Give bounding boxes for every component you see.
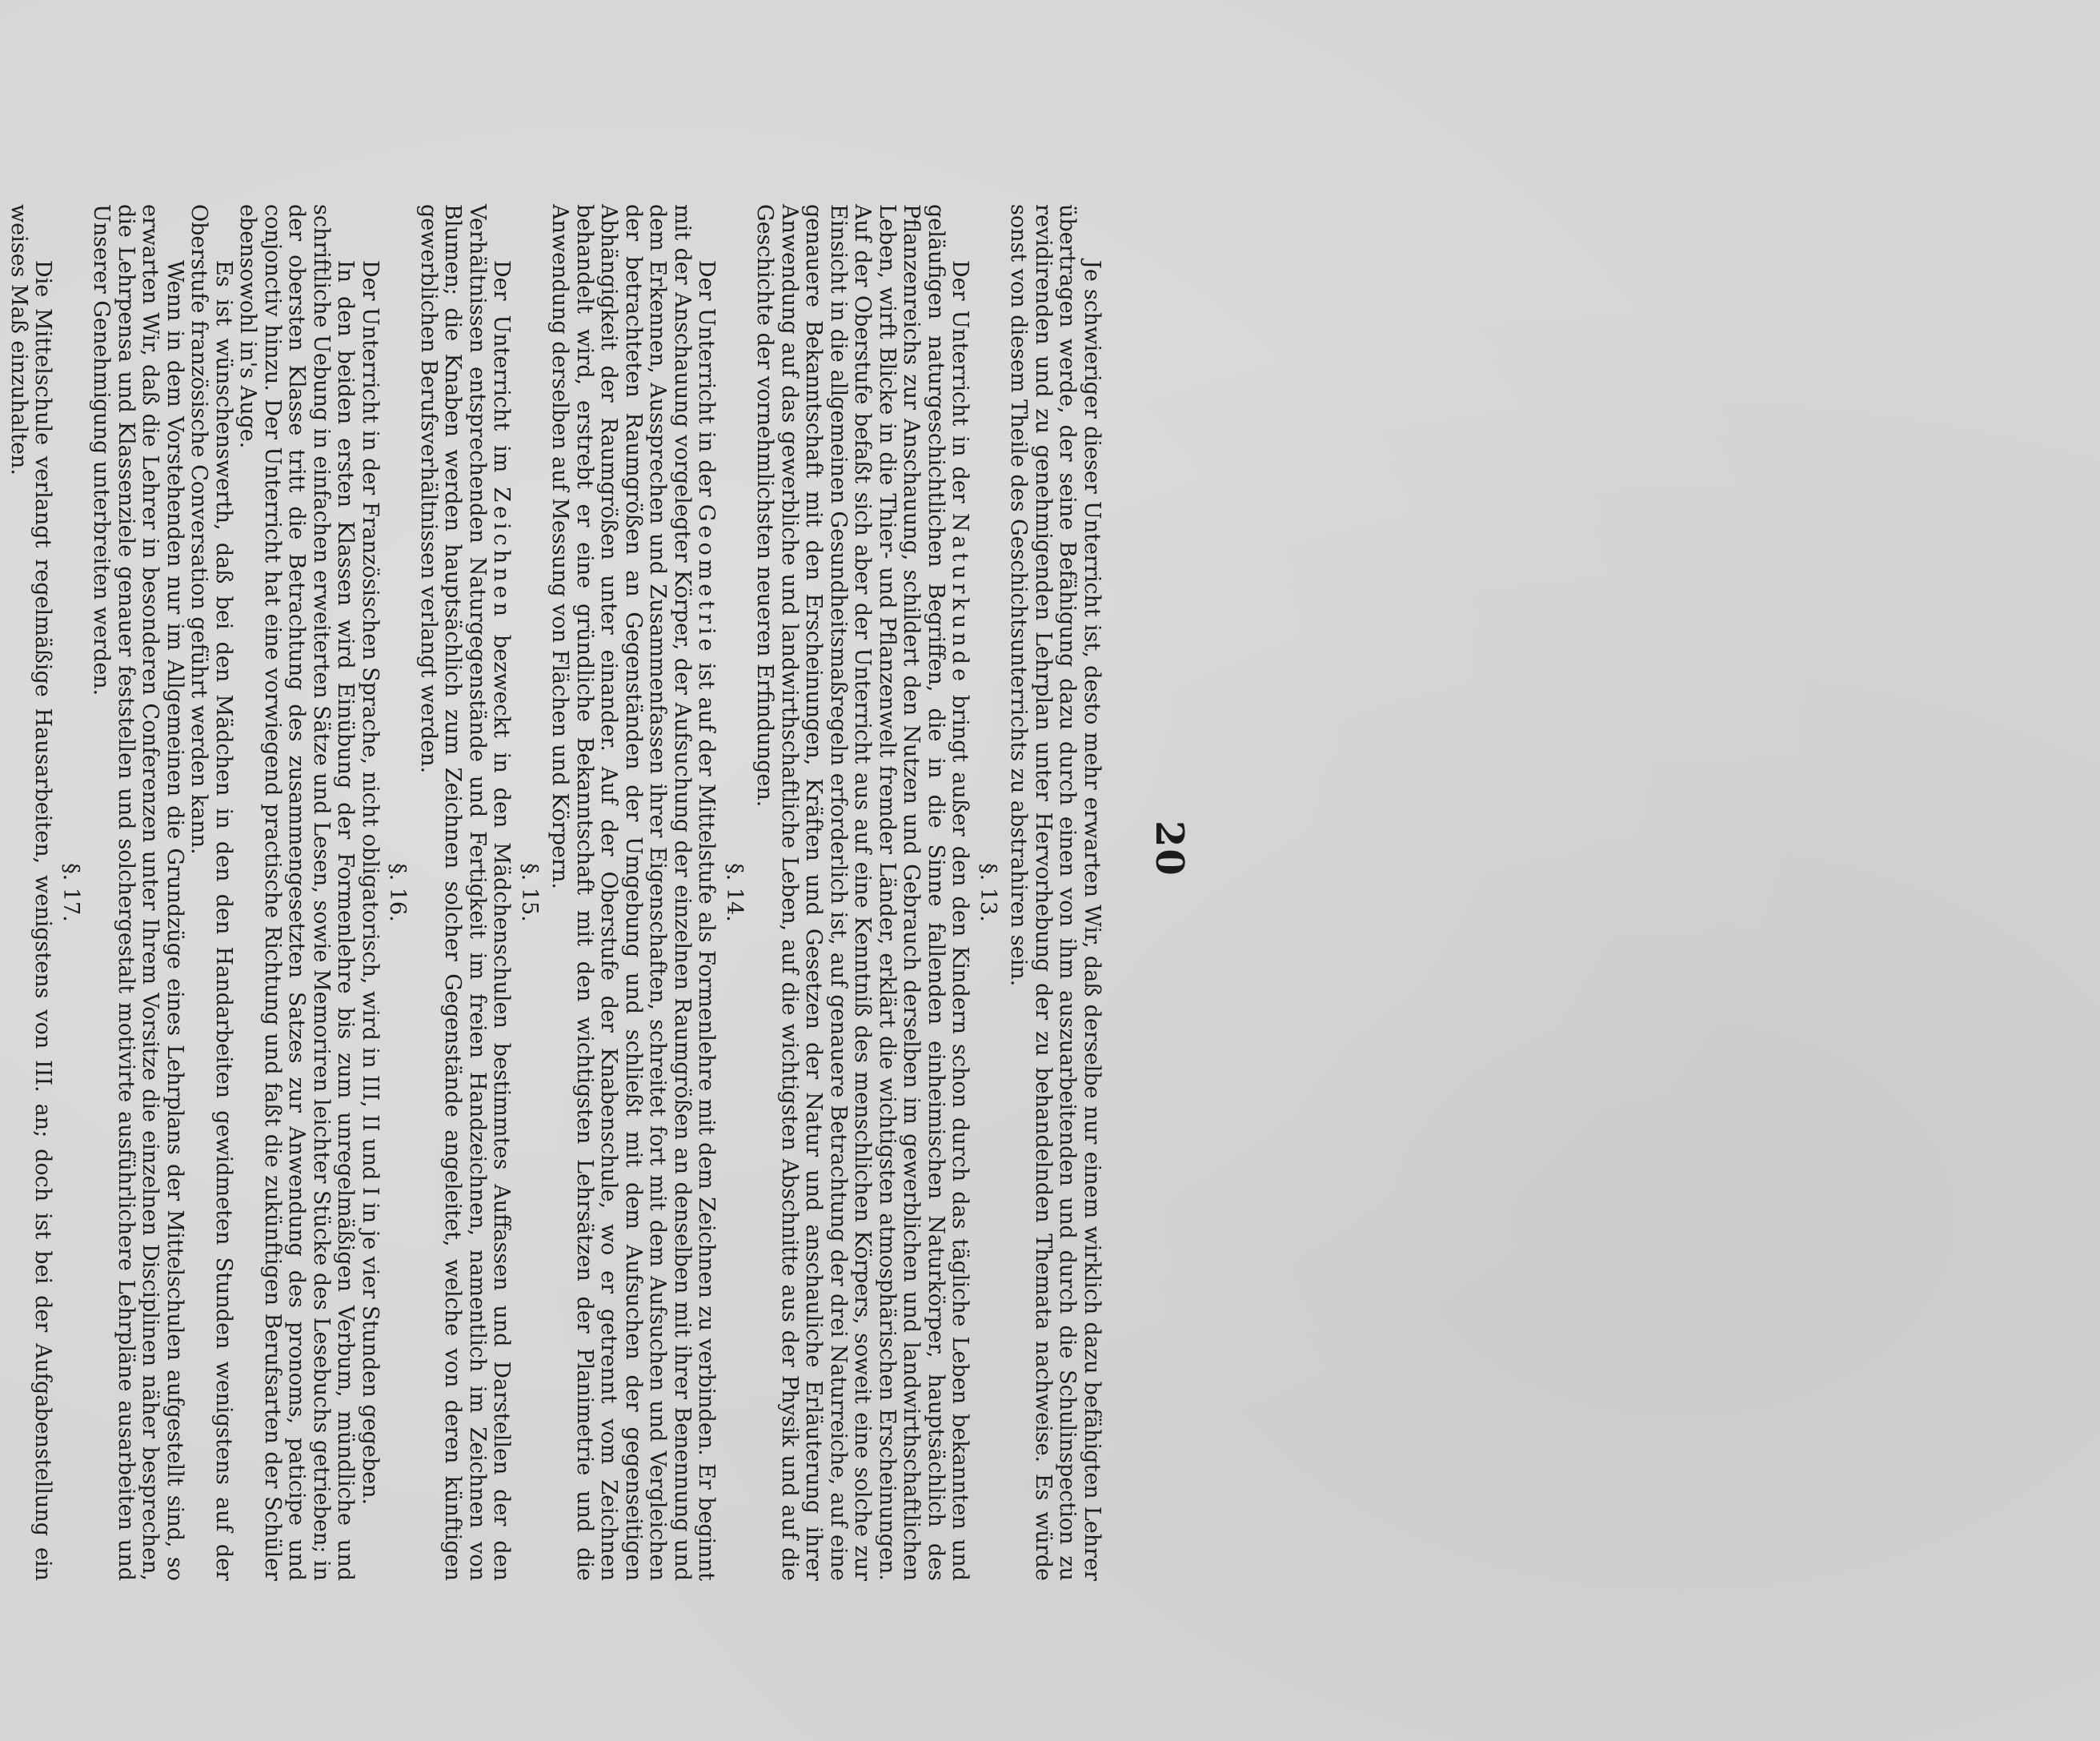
section-16-paragraph-1: Der Unterricht in der Französischen Sprache, nicht obligatorisch, wird in III, II und I in je vier Stunden gegeben. <box>358 260 383 1506</box>
section-14-body: ist auf der Mittelstufe als Formenlehre mit dem Zeichnen zu verbinden. Er beginnt mit der Anschauung vorgelegter Körper, der Aufsuchung der einzelnen Raumgrößen an denselben mit ihrer Benennung und dem Erkennen, Aussprechen und Zusammenfassen ihrer Eigenschaften, schreitet fort mit dem Aufsuchen und Vergleichen der betrachteten Raumgrößen an Gegenständen der Umgebung und schließt mit dem Aufsuchen der gegenseitigen Abhängigkeit der Raumgrößen unter einander. Auf der Oberstufe der Knabenschule, wo er getrennt vom Zeichnen behandelt wird, erstrebt er eine gründliche Bekanntschaft mit den wichtigsten Lehrsätzen der Planimetrie und die Anwendung derselben auf Messung von Flächen und Körpern. <box>547 204 719 1581</box>
intro-paragraph: Je schwieriger dieser Unterricht ist, desto mehr erwarten Wir, daß derselbe nur einem wirklich dazu befähigten Lehrer übertragen werde, der seine Befähigung dazu durch einen von ihm auszuarbeitenden und durch die Schulinspection zu revidirenden und zu genehmigenden Lehrplan unter Hervorhebung der zu behandelnden Themata nachweise. Es würde sonst von diesem Theile des Geschichtsunterrichts zu abstrahiren sein. <box>1006 204 1104 1581</box>
section-14-heading: §. 14. <box>722 863 747 922</box>
section-14-subject: Geometrie <box>694 503 719 656</box>
section-15-body: bezweckt in den Mädchenschulen bestimmtes Auffassen und Darstellen der den Verhältnissen entsprechenden Naturgegenstände und Fertigkeit im freien Handzeichnen, namentlich im Zeichnen von Blumen; die Knaben werden hauptsächlich zum Zeichnen solcher Gegenstände angeleitet, welche von deren künftigen gewerblichen Berufsverhältnissen verlangt werden. <box>416 204 515 1581</box>
section-15-subject: Zeichnen <box>489 487 515 620</box>
page-number: 20 <box>1147 820 1192 877</box>
section-15-lead: Der Unterricht im <box>489 260 515 473</box>
section-14-lead: Der Unterricht in der <box>694 260 719 497</box>
section-13-paragraph <box>752 204 972 1581</box>
section-17-paragraph: Die Mittelschule verlangt regelmäßige Hausarbeiten, wenigstens von III. an; doch ist bei der Aufgabenstellung ein weises Maß einzuhalten. <box>6 204 56 1581</box>
section-13-heading: §. 13. <box>976 863 1000 922</box>
section-16-paragraph-4: Wenn in dem Vorstehenden nur im Allgemeinen die Grundzüge eines Lehrplans der Mittelschulen aufgestellt sind, so erwarten Wir, daß die Lehrer in besonderen Conferenzen unter Ihrem Vorsitze die einzelnen Disciplinen näher besprechen, die Lehrpensa und Klassenziele genauer feststellen und solchergestalt motivirte ausführlichere Lehrpläne ausarbeiten und Unserer Genehmigung unterbreiten werden. <box>89 204 187 1581</box>
section-16-heading: §. 16. <box>385 863 411 922</box>
section-13-lead: Der Unterricht in der <box>948 260 973 503</box>
section-14-paragraph <box>547 204 719 1581</box>
section-13-subject: Naturkunde <box>948 512 973 685</box>
section-16-paragraph-2: In den beiden ersten Klassen wird Einübung der Formenlehre bis zum unregelmäßigen Verbum, mündliche und schriftliche Uebung in einfachen erweiterten Sätze und Lesen, sowie Memoriren leichter Stücke des Lesebuchs getrieben; in der obersten Klasse tritt die Betrachtung des zusammengesetzten Satzes zur Anwendung des pronoms, paticipe und conjonctiv hinzu. Der Unterricht hat eine vorwiegend practische Richtung und faßt die zukünftigen Berufsarten der Schüler ebensowohl in's Auge. <box>235 204 359 1581</box>
section-16-paragraph-3: Es ist wünschenswerth, daß bei den Mädchen in den den Handarbeiten gewidmeten Stunden wenigstens auf der Oberstufe französische Conversation geführt werden kann. <box>186 204 236 1581</box>
page-text <box>0 204 1104 1581</box>
section-13-body: bringt außer den den Kindern schon durch das tägliche Leben bekannten und geläufigen naturgeschichtlichen Begriffen, die in die Sinne fallenden einheimischen Naturkörper, hauptsächlich des Pflanzenreichs zur Anschauung, schildert den Nutzen und Gebrauch derselben im gewerblichen und landwirthschaftlichen Leben, wirft Blicke in die Thier- und Pflanzenwelt fremder Länder, erklärt die wichtigsten atmosphärischen Erscheinungen. Auf der Oberstufe befaßt sich aber der Unterricht aus auf eine Kenntniß des menschlichen Körpers, soweit eine solche zur Einsicht in die allgemeinen Gesundheitsmaßregeln erforderlich ist, auf genauere Betrachtung der drei Naturreiche, auf eine genauere Bekanntschaft mit den Erscheinungen, Kräften und Gesetzen der Natur und anschauliche Erläuterung ihrer Anwendung auf das gewerbliche und landwirthschaftliche Leben, auf die wichtigsten Abschnitte aus der Physik und auf die Geschichte der vornehmlichsten neueren Erfindungen. <box>752 204 973 1581</box>
section-17-heading: §. 17. <box>58 863 83 922</box>
section-15-paragraph <box>416 204 514 1581</box>
section-15-heading: §. 15. <box>517 863 542 922</box>
